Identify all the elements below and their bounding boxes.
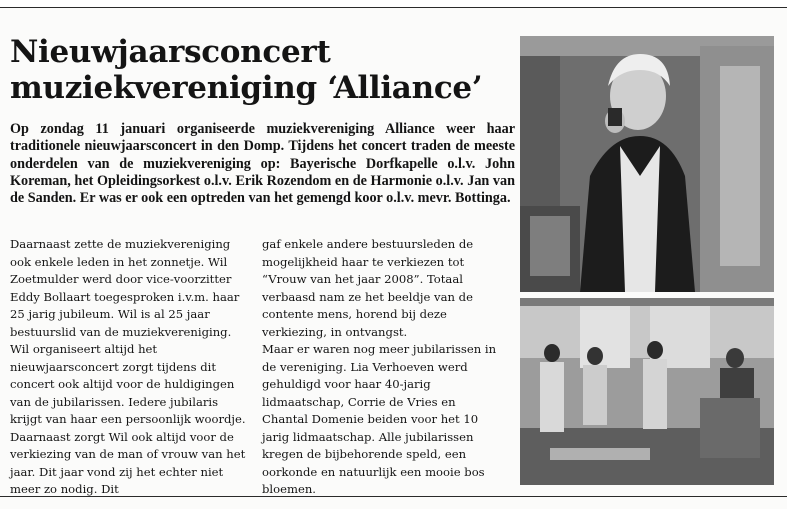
- photo-jubilarians: [520, 298, 774, 485]
- body-paragraph: Daarnaast zette de muziekvereniging ook enkele leden in het zonnetje. Wil Zoetmulder werd door vice-voorzitter Eddy Bollaart toegesproken i.v.m. haar 25 jarig jubileum. Wil is al 25 jaar bestuurslid van de muziekvereniging. Wil organiseert altijd het nieuwjaarsconcert zorgt tijdens dit concert ook altijd voor de huldigingen van de jubilarissen. Iedere jubilaris krijgt van haar een persoonlijk woordje. Daarnaast zorgt Wil ook altijd voor de verkiezing van de man of vrouw van het jaar. Dit jaar vond zij het echter niet meer zo nodig. Dit: [10, 237, 246, 496]
- body-column-2: [262, 236, 504, 499]
- photo-award-winner: [520, 36, 774, 292]
- bottom-rule: [0, 496, 787, 497]
- headline-line-1: Nieuwjaarsconcert: [10, 34, 331, 70]
- headline: [10, 34, 515, 106]
- photo-award-winner-image: [520, 36, 774, 292]
- body-paragraph: gaf enkele andere bestuursleden de mogelijkheid haar te verkiezen tot “Vrouw van het jaar 2008”. Totaal verbaasd nam ze het beeldje van de contente mens, horend bij deze verkiezing, in ontvangst.: [262, 237, 474, 339]
- top-rule: [0, 0, 787, 8]
- photo-jubilarians-image: [520, 298, 774, 485]
- body-paragraph: Maar er waren nog meer jubilarissen in de vereniging. Lia Verhoeven werd gehuldigd voor haar 40-jarig lidmaatschap, Corrie de Vries en Chantal Domenie beiden voor het 10 jarig lidmaatschap. Alle jubilarissen kregen de bijbehorende speld, een oorkonde en natuurlijk een mooie bos bloemen.: [262, 342, 497, 496]
- body-column-1: [10, 236, 247, 499]
- lead-paragraph: Op zondag 11 januari organiseerde muziekvereniging Alliance weer haar traditionele nieuwjaarsconcert in den Domp. Tijdens het concert traden de meeste onderdelen van de muziekvereniging op: Bayerische Dorfkapelle o.l.v. John Koreman, het Opleidingsorkest o.l.v. Erik Rozendom en de Harmonie o.l.v. Jan van de Sanden. Er was er ook een optreden van het gemengd koor o.l.v. mevr. Bottinga.: [10, 121, 515, 207]
- headline-line-2: muziekvereniging ‘Alliance’: [10, 70, 483, 106]
